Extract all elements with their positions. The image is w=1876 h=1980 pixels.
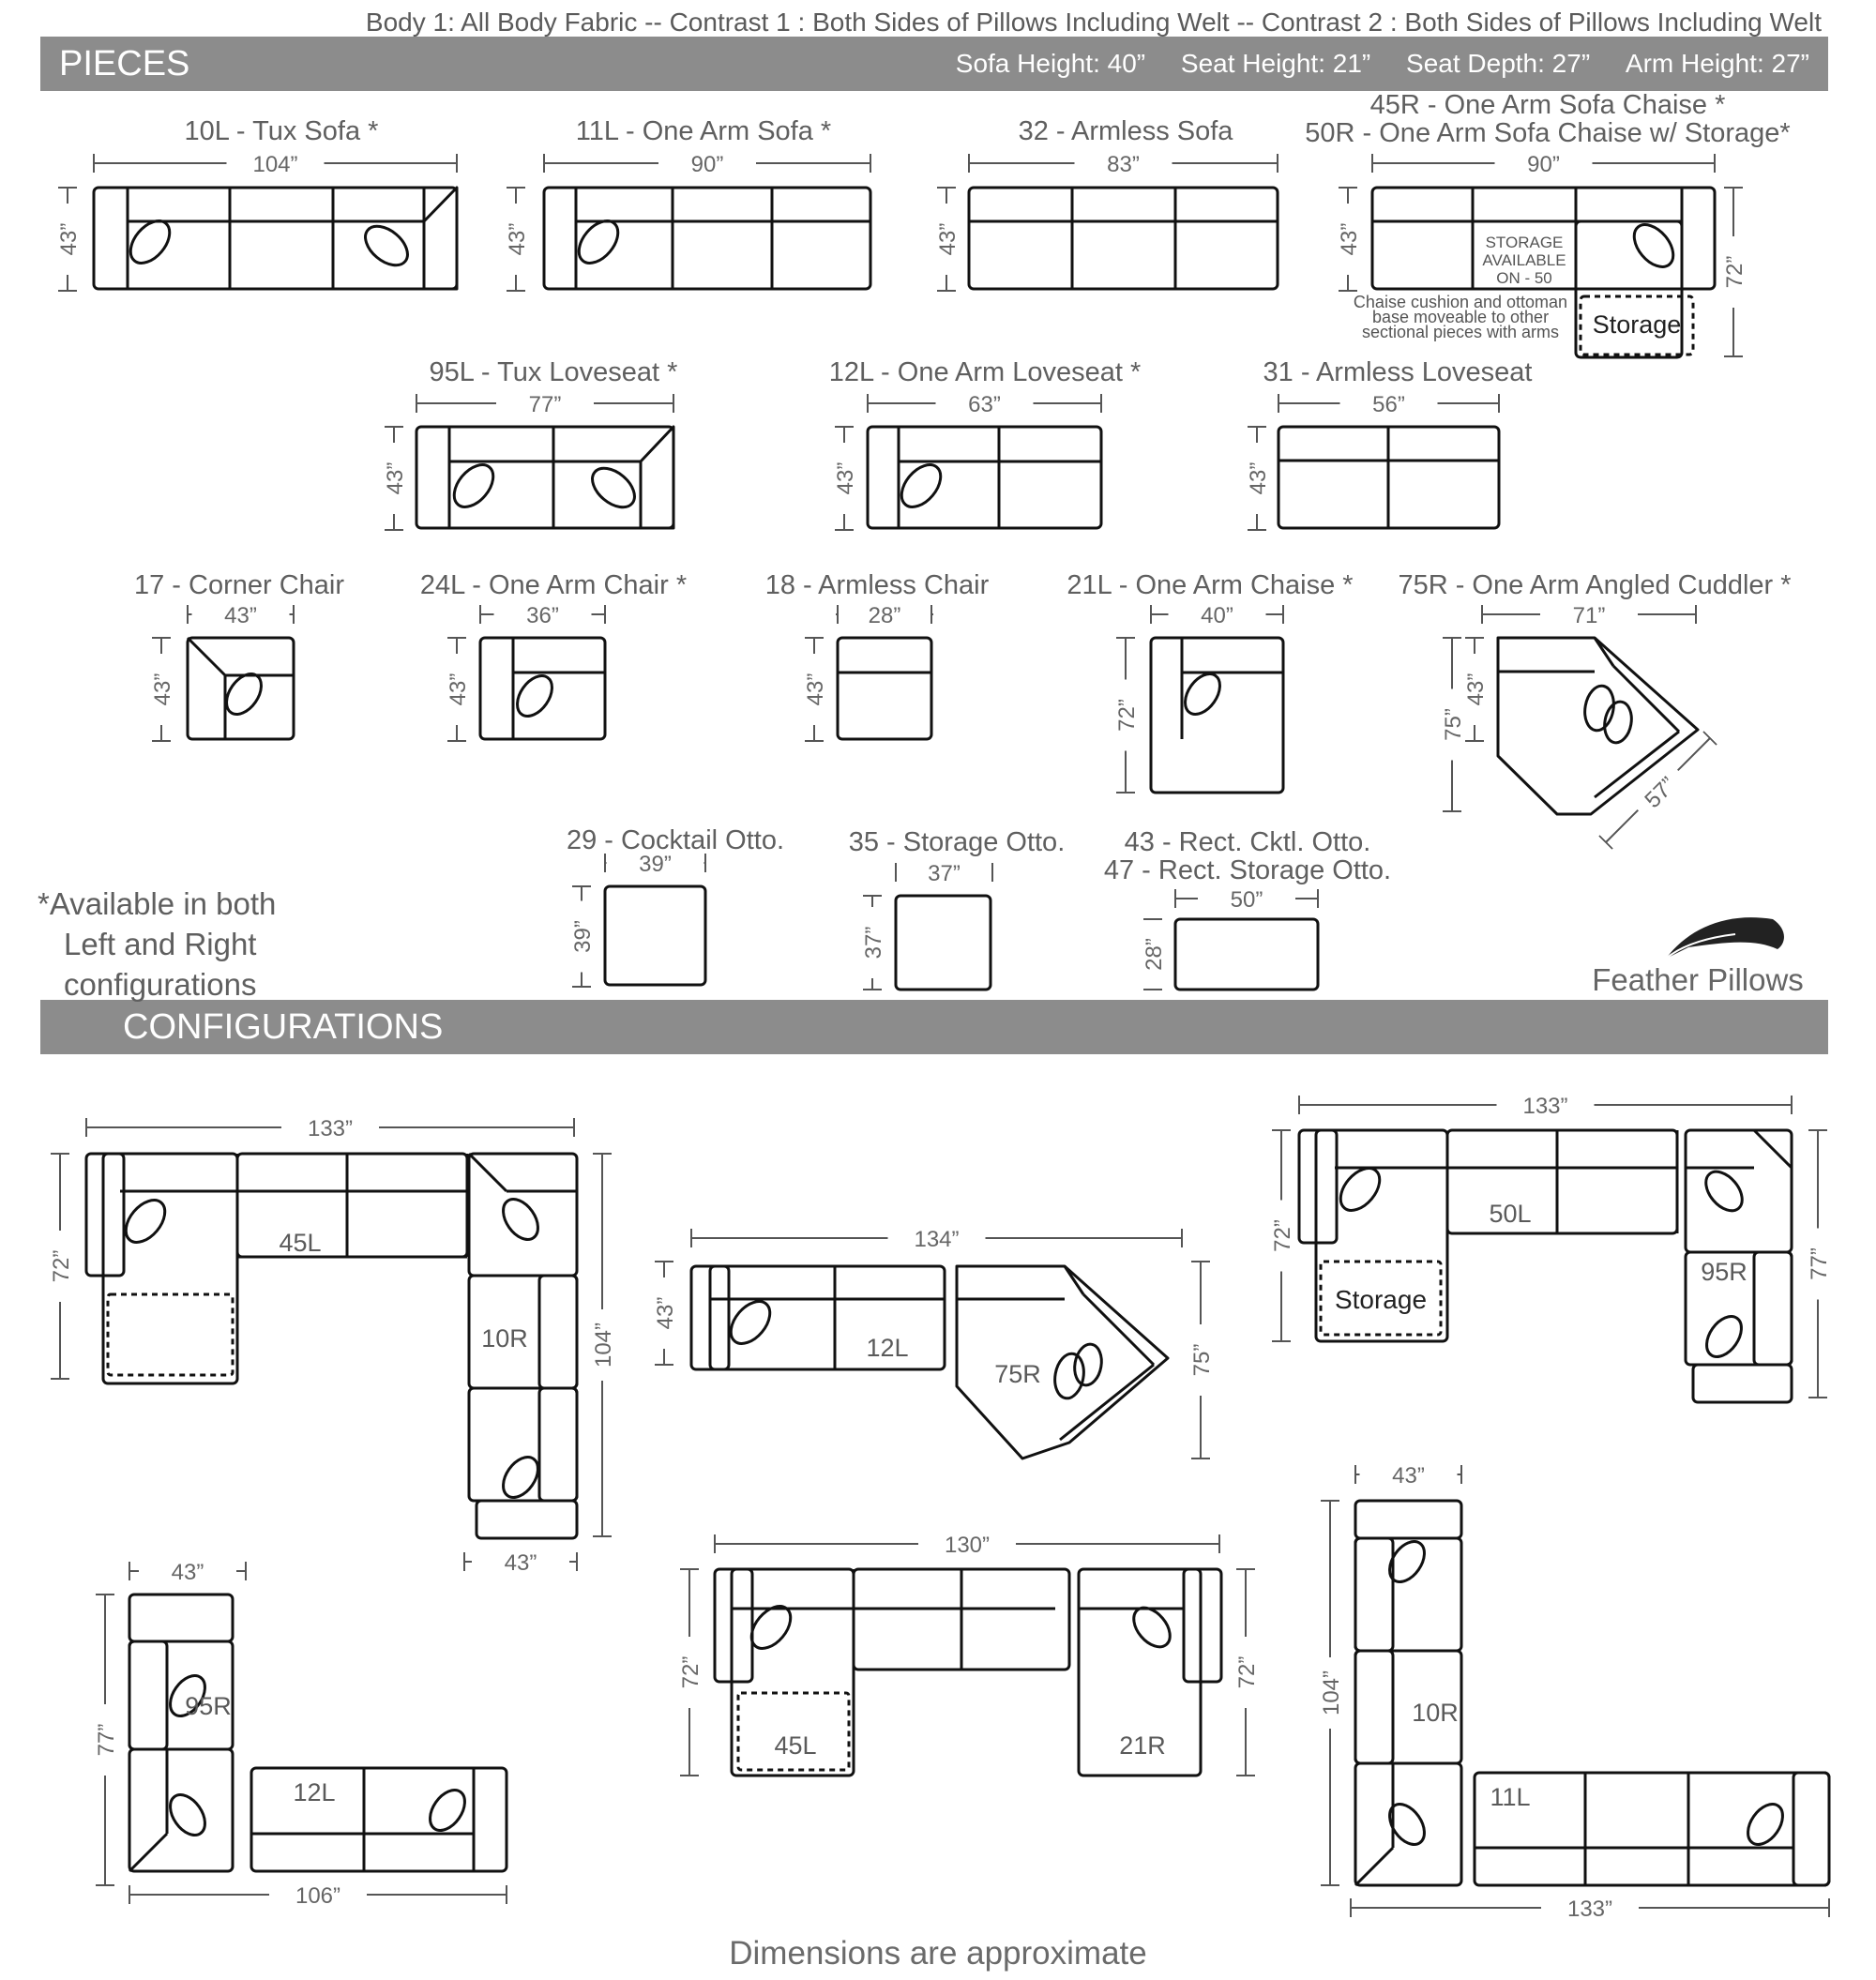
dimension-label: 104”	[1319, 1670, 1344, 1716]
config-label-10r: 10R	[481, 1324, 528, 1353]
label-one-arm-chaise: 21L - One Arm Chaise *	[1067, 570, 1354, 600]
piece-outline	[416, 427, 673, 528]
piece-outline	[1355, 1501, 1461, 1538]
dimension-label: 133”	[307, 1116, 354, 1141]
label-tux-sofa: 10L - Tux Sofa *	[184, 116, 379, 146]
piece-outline	[1686, 1130, 1792, 1252]
config-label-45l-2: 45L	[774, 1731, 817, 1760]
dimension-label: 37”	[928, 861, 961, 886]
dimension-label: 50”	[1230, 887, 1263, 913]
dimension-label: 57”	[1640, 772, 1682, 814]
config-label-10r-2: 10R	[1412, 1699, 1459, 1727]
pillow-shape	[358, 219, 415, 273]
dimension-label: 43”	[1337, 222, 1362, 256]
dimension-label: 72”	[49, 1249, 74, 1283]
dimension-label: 77”	[528, 392, 562, 417]
dimension-label: 72”	[678, 1655, 704, 1689]
dimension-label: 133”	[1566, 1897, 1613, 1922]
pillow-shape	[1383, 1798, 1431, 1852]
pillow-shape	[163, 1789, 212, 1842]
pillow-shape	[1601, 700, 1634, 745]
storage-box	[108, 1294, 233, 1375]
dimension-label: 43”	[1392, 1463, 1425, 1489]
pillow-shape	[585, 461, 642, 515]
piece-outline	[129, 1641, 167, 1749]
dimension-label: 90”	[690, 152, 724, 177]
seam-line	[129, 1834, 167, 1871]
spec-arm-height: Arm Height: 27”	[1625, 49, 1809, 78]
dimension-label: 106”	[295, 1883, 341, 1909]
fabric-note: Body 1: All Body Fabric -- Contrast 1 : Both Sides of Pillows Including Welt -- Contrast 2 : Both Sides of Pillows Including Welt	[365, 8, 1822, 37]
piece-outline	[715, 1569, 752, 1682]
label-armless-loveseat: 31 - Armless Loveseat	[1263, 357, 1533, 387]
piece-outline	[86, 1154, 124, 1276]
piece-outline	[1175, 919, 1318, 990]
storage-moveable-text: sectional pieces with arms	[1361, 323, 1560, 341]
piece-outline	[237, 1154, 467, 1257]
dimension-label: 28”	[868, 603, 901, 628]
label-storage-otto: 35 - Storage Otto.	[848, 827, 1066, 857]
config-label-12l-2: 12L	[293, 1778, 336, 1806]
config-storage-label: Storage	[1334, 1285, 1428, 1314]
piece-outline	[1151, 638, 1283, 793]
seam-line	[1613, 666, 1679, 732]
arm-shape	[424, 188, 457, 289]
storage-available-text: AVAILABLE	[1482, 251, 1566, 269]
piece-outline	[868, 427, 1101, 528]
dimension-label: 83”	[1107, 152, 1140, 177]
dimension-label: 39”	[570, 920, 596, 953]
footer-note: Dimensions are approximate	[729, 1935, 1147, 1972]
piece-outline	[544, 188, 870, 289]
pillow-shape	[1071, 1342, 1104, 1387]
pillow-shape	[1383, 1535, 1431, 1589]
dimension-label: 77”	[1807, 1247, 1832, 1280]
label-one-arm-loveseat: 12L - One Arm Loveseat *	[828, 357, 1142, 387]
pillow-shape	[894, 458, 948, 514]
piece-outline	[129, 1595, 233, 1641]
pillow-shape	[446, 458, 501, 514]
label-armless-chair: 18 - Armless Chair	[764, 570, 990, 600]
seam-line	[188, 638, 225, 675]
label-chaise-50r: 50R - One Arm Sofa Chaise w/ Storage*	[1305, 118, 1791, 148]
piece-outline	[539, 1276, 577, 1388]
label-one-arm-chair: 24L - One Arm Chair *	[419, 570, 688, 600]
seam-line	[1060, 1365, 1154, 1440]
dimension-label: 43”	[803, 673, 828, 706]
dimension-label: 56”	[1372, 392, 1405, 417]
storage-moveable-text: Chaise cushion and ottoman	[1353, 293, 1568, 311]
piece-outline	[1299, 1130, 1337, 1243]
piece-outline	[94, 188, 457, 289]
dimension-label: 104”	[591, 1322, 616, 1368]
piece-outline	[1355, 1538, 1393, 1651]
label-tux-loveseat: 95L - Tux Loveseat *	[429, 357, 678, 387]
config-label-95r-1: 95R	[1701, 1258, 1747, 1286]
piece-outline	[1355, 1538, 1461, 1651]
piece-outline	[838, 638, 931, 739]
piece-outline	[251, 1768, 507, 1871]
config-label-95r-2: 95R	[185, 1692, 232, 1720]
piece-outline	[469, 1154, 577, 1276]
piece-outline	[1447, 1130, 1677, 1233]
spec-seat-depth: Seat Depth: 27”	[1406, 49, 1591, 78]
storage-moveable-text: base moveable to other	[1371, 308, 1550, 326]
dimension-label: 133”	[1522, 1094, 1568, 1119]
dimension-label: 43”	[935, 222, 961, 256]
pillow-shape	[1178, 668, 1227, 721]
dimension-label: 43”	[833, 461, 858, 495]
pillow-shape	[1741, 1798, 1790, 1852]
seam-line	[1355, 1848, 1393, 1885]
dimension-label: 72”	[1234, 1655, 1260, 1689]
spec-sofa-height: Sofa Height: 40”	[955, 49, 1146, 78]
availability-line-3: configurations	[64, 967, 257, 1002]
pillow-shape	[510, 670, 559, 723]
piece-outline	[1355, 1651, 1393, 1763]
dimension-label: 39”	[639, 852, 672, 877]
pillow-shape	[723, 1294, 778, 1351]
dimension-label: 43”	[446, 673, 471, 706]
piece-outline	[1355, 1763, 1461, 1885]
piece-outline	[605, 886, 705, 985]
dimension-label: 37”	[861, 926, 886, 960]
dimension-label: 72”	[1114, 699, 1140, 732]
storage-label: Storage	[1592, 310, 1682, 339]
dimension-label: 43”	[56, 222, 82, 256]
label-rect-otto-43: 43 - Rect. Cktl. Otto.	[1124, 827, 1371, 857]
dimension-label: 63”	[968, 392, 1001, 417]
piece-outline	[710, 1266, 945, 1369]
dimension-label: 43”	[150, 673, 175, 706]
storage-available-text: STORAGE	[1485, 234, 1564, 251]
pillow-shape	[423, 1784, 472, 1837]
dimension-label: 40”	[1201, 603, 1233, 628]
dimension-line	[1606, 810, 1638, 842]
dimension-label: 134”	[914, 1227, 960, 1252]
label-armless-sofa: 32 - Armless Sofa	[1018, 116, 1233, 146]
dimension-label: 36”	[526, 603, 559, 628]
piece-outline	[1754, 1252, 1792, 1365]
piece-outline	[469, 1388, 577, 1501]
dimension-label: 43”	[171, 1560, 204, 1585]
config-label-12l: 12L	[866, 1334, 909, 1362]
pillow-shape	[1626, 218, 1681, 274]
config-label-45l: 45L	[279, 1229, 322, 1257]
pillow-shape	[496, 1193, 545, 1247]
label-angled-cuddler: 75R - One Arm Angled Cuddler *	[1398, 570, 1792, 600]
pillow-shape	[1051, 1352, 1087, 1400]
dimension-label: 72”	[1722, 255, 1747, 289]
config-label-75r: 75R	[994, 1360, 1041, 1388]
pillow-shape	[1699, 1165, 1749, 1217]
seam-line	[469, 1154, 507, 1191]
piece-outline	[957, 1266, 1168, 1459]
dimension-label: 43”	[224, 603, 257, 628]
dimension-label: 75”	[1441, 708, 1466, 741]
dimension-label: 43”	[505, 222, 530, 256]
piece-outline	[129, 1749, 233, 1871]
configurations-title: CONFIGURATIONS	[123, 1007, 444, 1047]
piece-outline	[480, 638, 605, 739]
pillow-shape	[1700, 1310, 1748, 1364]
label-cocktail-otto: 29 - Cocktail Otto.	[566, 825, 785, 855]
feather-icon	[1666, 917, 1784, 959]
label-chaise-45r: 45R - One Arm Sofa Chaise *	[1369, 90, 1726, 120]
dimension-label: 43”	[504, 1550, 537, 1576]
seam-line	[1754, 1130, 1792, 1168]
piece-outline	[477, 1501, 577, 1538]
dimension-label: 90”	[1527, 152, 1560, 177]
config-label-11l: 11L	[1490, 1783, 1531, 1811]
dimension-label: 43”	[653, 1296, 678, 1330]
label-rect-otto-47: 47 - Rect. Storage Otto.	[1103, 855, 1392, 885]
piece-outline	[1693, 1365, 1792, 1402]
storage-available-text: ON - 50	[1496, 269, 1552, 287]
dimension-label: 43”	[1246, 461, 1271, 495]
feather-pillows-label: Feather Pillows	[1592, 962, 1804, 997]
piece-outline	[539, 1388, 577, 1501]
pillow-shape	[496, 1451, 545, 1504]
config-label-50l: 50L	[1489, 1200, 1532, 1228]
dimension-label: 28”	[1142, 938, 1167, 971]
piece-outline	[1184, 1569, 1221, 1682]
piece-outline	[969, 188, 1278, 289]
label-corner-chair: 17 - Corner Chair	[133, 570, 345, 600]
seam-line	[1083, 1294, 1154, 1365]
config-label-21r: 21R	[1119, 1731, 1166, 1760]
dimension-label: 72”	[1270, 1219, 1295, 1252]
piece-outline	[1793, 1773, 1829, 1885]
pillow-shape	[118, 1193, 173, 1249]
pillow-shape	[1333, 1161, 1387, 1217]
spec-seat-height: Seat Height: 21”	[1180, 49, 1371, 78]
piece-outline	[896, 896, 991, 990]
label-one-arm-sofa: 11L - One Arm Sofa *	[575, 116, 832, 146]
dimension-label: 43”	[383, 461, 408, 495]
pillow-shape	[1581, 684, 1617, 733]
availability-line-1: *Available in both	[38, 886, 277, 921]
dimension-label: 104”	[252, 152, 298, 177]
pieces-title: PIECES	[59, 44, 190, 83]
arm-shape	[641, 427, 673, 528]
dimension-label: 77”	[94, 1723, 119, 1757]
dimension-label: 130”	[944, 1533, 991, 1558]
dimension-label: 71”	[1572, 603, 1606, 628]
availability-line-2: Left and Right	[64, 927, 257, 961]
dimension-label: 43”	[1463, 673, 1489, 706]
dimension-label: 75”	[1189, 1343, 1215, 1377]
